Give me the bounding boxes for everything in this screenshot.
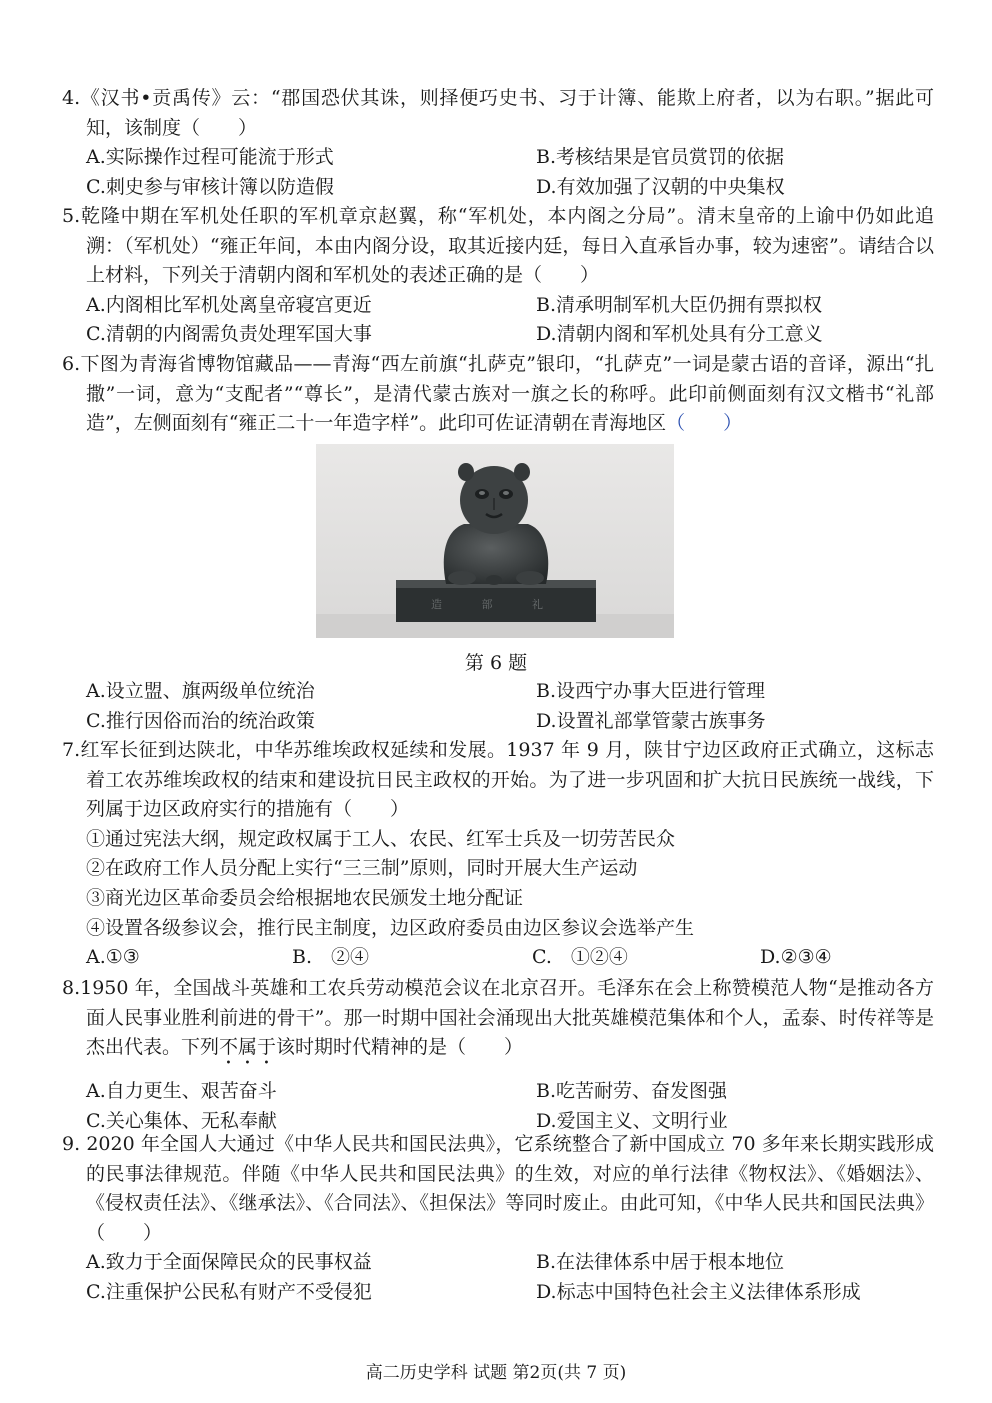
option-d: D.标志中国特色社会主义法律体系形成 <box>536 1280 861 1303</box>
option-b: B.吃苦耐劳、奋发图强 <box>536 1080 728 1103</box>
question-6-options <box>62 677 934 736</box>
option-b: B.清承明制军机大臣仍拥有票拟权 <box>536 293 823 316</box>
option-d: D.设置礼部掌管蒙古族事务 <box>536 709 766 732</box>
question-8-options <box>62 1077 934 1136</box>
statement-4: ④设置各级参议会，推行民主制度，边区政府委员由边区参议会选举产生 <box>86 916 695 939</box>
statement-2: ②在政府工作人员分配上实行“三三制”原则，同时开展大生产运动 <box>86 857 638 880</box>
question-4-stem: 4.《汉书•贡禹传》云：“郡国恐伏其诛，则择便巧史书、习于计簿、能欺上府者，以为右职。”据此可知，该制度（ ） <box>62 87 934 139</box>
option-a: A.设立盟、旗两级单位统治 <box>86 680 315 702</box>
option-b: B. ②④ <box>292 946 370 969</box>
question-6-stem <box>62 350 934 439</box>
question-9-options <box>62 1248 934 1307</box>
option-c: C.刺史参与审核计簿以防造假 <box>86 175 334 198</box>
option-a: A.致力于全面保障民众的民事权益 <box>86 1251 372 1274</box>
question-9-stem: 9. 2020 年全国人大通过《中华人民共和国民法典》，它系统整合了新中国成立 70 多年来长期实践形成的民事法律规范。伴随《中华人民共和国民法典》的生效，对应的单行法律《物权法》、《婚姻法》、《侵权责任法》、《继承法》、《合同法》、《担保法》等同时废止。由此可知，《中华人民共和国民法典》（ ） <box>62 1133 934 1244</box>
question-4 <box>62 84 934 202</box>
question-8-stem-a: 8.1950 年，全国战斗英雄和工农兵劳动模范会议在北京召开。毛泽东在会上称赞模范人物“是推动各方面人民事业胜利前进的骨干”。那一时期中国社会涌现出大批英雄模范集体和个人，孟泰、时传祥等是杰出代表。下列 <box>62 977 934 1059</box>
question-5 <box>62 202 934 350</box>
question-4-options <box>62 143 934 202</box>
statement-1: ①通过宪法大纲，规定政权属于工人、农民、红军士兵及一切劳苦民众 <box>86 827 676 850</box>
question-6-stem-text: 6.下图为青海省博物馆藏品——青海“西左前旗“扎萨克”银印，“扎萨克”一词是蒙古语的音译，源出“扎撒”一词，意为“支配者”“尊长”，是清代蒙古族对一旗之长的称呼。此印前侧面刻有汉文楷书“礼部造”，左侧面刻有“雍正二十一年造字样”。此印可佐证清朝在青海地区 <box>62 353 934 435</box>
question-6 <box>62 350 934 439</box>
option-c: C. ①②④ <box>532 946 628 969</box>
question-8-stem-b: 该时期时代精神的是（ ） <box>276 1036 524 1059</box>
statement-3: ③商光边区革命委员会给根据地农民颁发土地分配证 <box>86 886 524 909</box>
option-b: B.考核结果是官员赏罚的依据 <box>536 146 785 169</box>
option-d: D.有效加强了汉朝的中央集权 <box>536 175 785 198</box>
question-7-stem: 7.红军长征到达陕北，中华苏维埃政权延续和发展。1937 年 9 月，陕甘宁边区政府正式确立，这标志着工农苏维埃政权的结束和建设抗日民主政权的开始。为了进一步巩固和扩大抗日民族统一战线，下列属于边区政府实行的措施有（ ） <box>62 739 934 821</box>
question-9 <box>62 1130 934 1308</box>
option-b: B.设西宁办事大臣进行管理 <box>536 680 766 702</box>
seal-photo <box>316 444 674 638</box>
question-8-stem <box>62 974 934 1069</box>
figure-caption: 第 6 题 <box>464 652 528 674</box>
option-a: A.自力更生、艰苦奋斗 <box>86 1080 277 1103</box>
option-c: C.推行因俗而治的统治政策 <box>86 709 315 732</box>
option-b: B.在法律体系中居于根本地位 <box>536 1251 785 1274</box>
silver-seal-image <box>316 444 674 638</box>
emphasized-text: 不属于 <box>219 1036 277 1059</box>
question-6-options-block <box>62 677 934 736</box>
question-5-stem: 5.乾隆中期在军机处任职的军机章京赵翼，称“军机处，本内阁之分局”。清末皇帝的上谕中仍如此追溯：（军机处）“雍正年间，本由内阁分设，取其近接内廷，每日入直承旨办事，较为速密”。请结合以上材料，下列关于清朝内阁和军机处的表述正确的是（ ） <box>62 205 934 287</box>
seal-inscription: 造 部 礼 <box>431 598 561 611</box>
option-c: C.清朝的内阁需负责处理军国大事 <box>86 323 372 346</box>
question-8 <box>62 974 934 1136</box>
option-c: C.关心集体、无私奉献 <box>86 1109 277 1132</box>
question-7-options <box>62 943 934 973</box>
question-7 <box>62 736 934 973</box>
option-c: C.注重保护公民私有财产不受侵犯 <box>86 1280 372 1303</box>
option-d: D.清朝内阁和军机处具有分工意义 <box>536 323 823 346</box>
option-d: D.爱国主义、文明行业 <box>536 1109 728 1132</box>
question-5-options <box>62 291 934 350</box>
option-d: D.②③④ <box>760 946 832 969</box>
option-a: A.①③ <box>86 946 140 969</box>
option-a: A.内阁相比军机处离皇帝寝宫更近 <box>86 293 372 316</box>
option-a: A.实际操作过程可能流于形式 <box>86 146 334 169</box>
answer-parentheses: （ ） <box>666 412 743 435</box>
page-footer: 高二历史学科 试题 第2页(共 7 页) <box>365 1363 627 1383</box>
